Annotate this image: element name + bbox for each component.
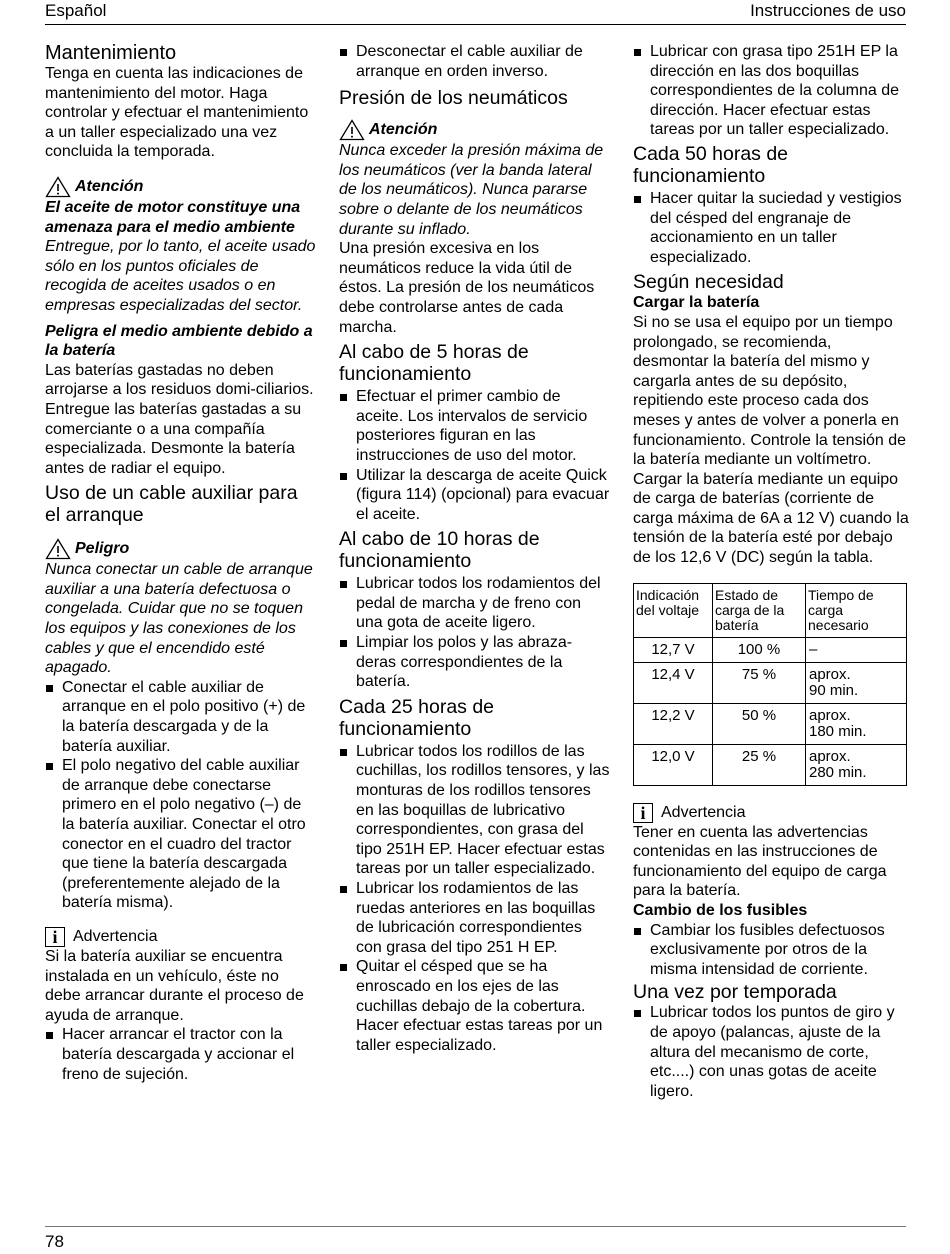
lubricar-list xyxy=(633,42,909,140)
presion-warning-text: Nunca exceder la presión máxima de los neumáticos (ver la banda lateral de los neumáticos). Nunca pararse sobre o delante de los neumáticos durante su inflado. xyxy=(339,142,604,238)
table-cell: aprox. 90 min. xyxy=(806,662,907,703)
heading-10-horas: Al cabo de 10 horas de funcionamiento xyxy=(339,528,540,573)
table-cell: aprox. 180 min. xyxy=(806,703,907,744)
warning-triangle-icon xyxy=(45,176,71,198)
table-header: Estado de carga de la batería xyxy=(713,583,806,637)
page-number: 78 xyxy=(45,1232,64,1251)
footer-rule xyxy=(45,1226,906,1227)
atencion-label: Atención xyxy=(75,178,144,196)
list-fusibles xyxy=(633,921,909,980)
list-item: Hacer arrancar el tractor con la batería descargada y accionar el freno de sujeción. xyxy=(45,1025,317,1084)
peligro-text: Nunca conectar un cable de arranque auxiliar a una batería defectuosa o congelada. Cuidar que no se toquen los equipos y las conexiones de los cables y que el encendido esté apagado. xyxy=(45,561,313,677)
heading-mantenimiento: Mantenimiento xyxy=(45,42,177,64)
atencion-heading xyxy=(45,176,317,198)
heading-cargar-bateria: Cargar la batería xyxy=(633,294,760,312)
list-item: El polo negativo del cable auxiliar de arranque debe conectarse primero en el polo negativo (–) de la batería auxiliar. Conectar el otro conector en el cuadro del tractor que tiene la batería descargada (preferentemente alejado de la batería misma). xyxy=(45,756,317,913)
arrancar-list xyxy=(45,1025,317,1084)
advertencia-label: Advertencia xyxy=(661,803,746,821)
list-item: Utilizar la descarga de aceite Quick (figura 114) (opcional) para evacuar el aceite. xyxy=(339,466,611,525)
advertencia-heading xyxy=(633,803,909,823)
list-item: Cambiar los fusibles defectuosos exclusivamente por otros de la misma intensidad de corriente. xyxy=(633,921,909,980)
cargar-text: Si no se usa el equipo por un tiempo prolongado, se recomienda, desmontar la batería del mismo y cargarla antes de su depósito, repitiendo este proceso cada dos meses y antes de volver a ponerla en funcionamiento. Controle la tensión de la batería mediante un voltímetro. Cargar la batería mediante un equipo de carga de baterías (corriente de carga máxima de 6A a 12 V) cuando la tensión de la batería esté por debajo de los 12,6 V (DC) según la tabla. xyxy=(633,313,909,567)
aceite-warning-text: Entregue, por lo tanto, el aceite usado sólo en los puntos oficiales de recogida de aceites usados o en empresas especializadas del sector. xyxy=(45,238,316,314)
list-50-horas xyxy=(633,189,909,267)
peligro-heading xyxy=(45,538,317,560)
list-item: Quitar el césped que se ha enroscado en los ejes de las cuchillas debajo de la cobertura. Hacer efectuar estas tareas por un taller especializado. xyxy=(339,957,611,1055)
advertencia-text: Si la batería auxiliar se encuentra instalada en un vehículo, éste no debe arrancar durante el proceso de ayuda de arranque. xyxy=(45,947,304,1024)
table-cell: 12,2 V xyxy=(634,703,713,744)
aceite-warning-bold: El aceite de motor constituye una amenaza para el medio ambiente xyxy=(45,198,301,236)
table-header: Tiempo de carga necesario xyxy=(806,583,907,637)
column-2 xyxy=(339,42,611,1055)
list-5-horas xyxy=(339,387,611,524)
warning-triangle-icon xyxy=(339,119,365,141)
list-item: Lubricar los rodamientos de las ruedas anteriores en las boquillas de lubricación correspondientes con grasa del tipo 251 H EP. xyxy=(339,879,611,957)
table-cell: 12,7 V xyxy=(634,637,713,662)
list-item: Lubricar todos los rodamientos del pedal de marcha y de freno con una gota de aceite ligero. xyxy=(339,574,611,633)
heading-5-horas: Al cabo de 5 horas de funcionamiento xyxy=(339,341,529,386)
bateria-warning-bold: Peligra el medio ambiente debido a la batería xyxy=(45,322,313,360)
table-header-row xyxy=(634,583,907,637)
warning-triangle-icon xyxy=(45,538,71,560)
table-cell: 75 % xyxy=(713,662,806,703)
presion-text: Una presión excesiva en los neumáticos reduce la vida útil de éstos. La presión de los neumáticos debe controlarse antes de cada marcha. xyxy=(339,240,595,336)
table-cell: 100 % xyxy=(713,637,806,662)
atencion-label: Atención xyxy=(369,121,438,139)
list-25-horas xyxy=(339,742,611,1056)
list-item: Limpiar los polos y las abraza-deras correspondientes de la batería. xyxy=(339,633,611,692)
paragraph-mantenimiento: Tenga en cuenta las indicaciones de mantenimiento del motor. Haga controlar y efectuar el mantenimiento a un taller especializado una vez concluida la temporada. xyxy=(45,65,309,161)
table-row xyxy=(634,637,907,662)
heading-25-horas: Cada 25 horas de funcionamiento xyxy=(339,695,495,740)
heading-cable-auxiliar: Uso de un cable auxiliar para el arranque xyxy=(45,482,298,527)
table-row xyxy=(634,744,907,785)
list-item: Lubricar con grasa tipo 251H EP la dirección en las dos boquillas correspondientes de la columna de dirección. Hacer efectuar estas tareas por un taller especializado. xyxy=(633,42,909,140)
info-icon: i xyxy=(633,803,653,823)
table-row xyxy=(634,662,907,703)
header-rule xyxy=(45,24,906,25)
heading-temporada: Una vez por temporada xyxy=(633,981,837,1004)
table-cell: 12,4 V xyxy=(634,662,713,703)
header-doc-type: Instrucciones de uso xyxy=(750,1,906,20)
heading-segun-necesidad: Según necesidad xyxy=(633,271,784,294)
list-temporada xyxy=(633,1003,909,1101)
bateria-warning-text: Las baterías gastadas no deben arrojarse a los residuos domi-ciliarios. Entregue las baterías gastadas a su comerciante o a una compañía especializada. Desmonte la batería antes de radiar el equipo. xyxy=(45,361,314,477)
list-item: Conectar el cable auxiliar de arranque en el polo positivo (+) de la batería descargada y de la batería auxiliar. xyxy=(45,678,317,756)
table-cell: 50 % xyxy=(713,703,806,744)
heading-50-horas: Cada 50 horas de funcionamiento xyxy=(633,142,789,187)
table-cell: – xyxy=(806,637,907,662)
info-icon: i xyxy=(45,927,65,947)
list-item: Hacer quitar la suciedad y vestigios del césped del engranaje de accionamiento en un taller especializado. xyxy=(633,189,909,267)
advertencia-heading xyxy=(45,927,317,947)
heading-presion: Presión de los neumáticos xyxy=(339,87,568,110)
list-10-horas xyxy=(339,574,611,692)
heading-fusibles: Cambio de los fusibles xyxy=(633,902,808,920)
header-language: Español xyxy=(45,1,107,20)
advertencia-text: Tener en cuenta las advertencias contenidas en las instrucciones de funcionamiento del equipo de carga para la batería. xyxy=(633,823,887,900)
table-row xyxy=(634,703,907,744)
table-cell: 12,0 V xyxy=(634,744,713,785)
peligro-label: Peligro xyxy=(75,540,130,558)
atencion-heading xyxy=(339,119,611,141)
list-item: Lubricar todos los rodillos de las cuchillas, los rodillos tensores, y las monturas de los rodillos tensores en las boquillas de lubricativo correspondientes, con grasa del tipo 251H EP. Hacer efectuar estas tareas por un taller especializado. xyxy=(339,742,611,879)
column-1 xyxy=(45,42,317,1084)
table-cell: aprox. 280 min. xyxy=(806,744,907,785)
column-3 xyxy=(633,42,909,1101)
cable-list xyxy=(45,678,317,913)
list-item: Efectuar el primer cambio de aceite. Los intervalos de servicio posteriores figuran en las instrucciones de uso del motor. xyxy=(339,387,611,465)
table-cell: 25 % xyxy=(713,744,806,785)
list-item: Lubricar todos los puntos de giro y de apoyo (palancas, ajuste de la altura del mecanismo de corte, etc....) con unas gotas de aceite ligero. xyxy=(633,1003,909,1101)
advertencia-label: Advertencia xyxy=(73,928,158,946)
list-item: Desconectar el cable auxiliar de arranque en orden inverso. xyxy=(339,42,611,81)
table-header: Indicación del voltaje xyxy=(634,583,713,637)
carga-table xyxy=(633,583,907,786)
desconectar-list xyxy=(339,42,611,81)
